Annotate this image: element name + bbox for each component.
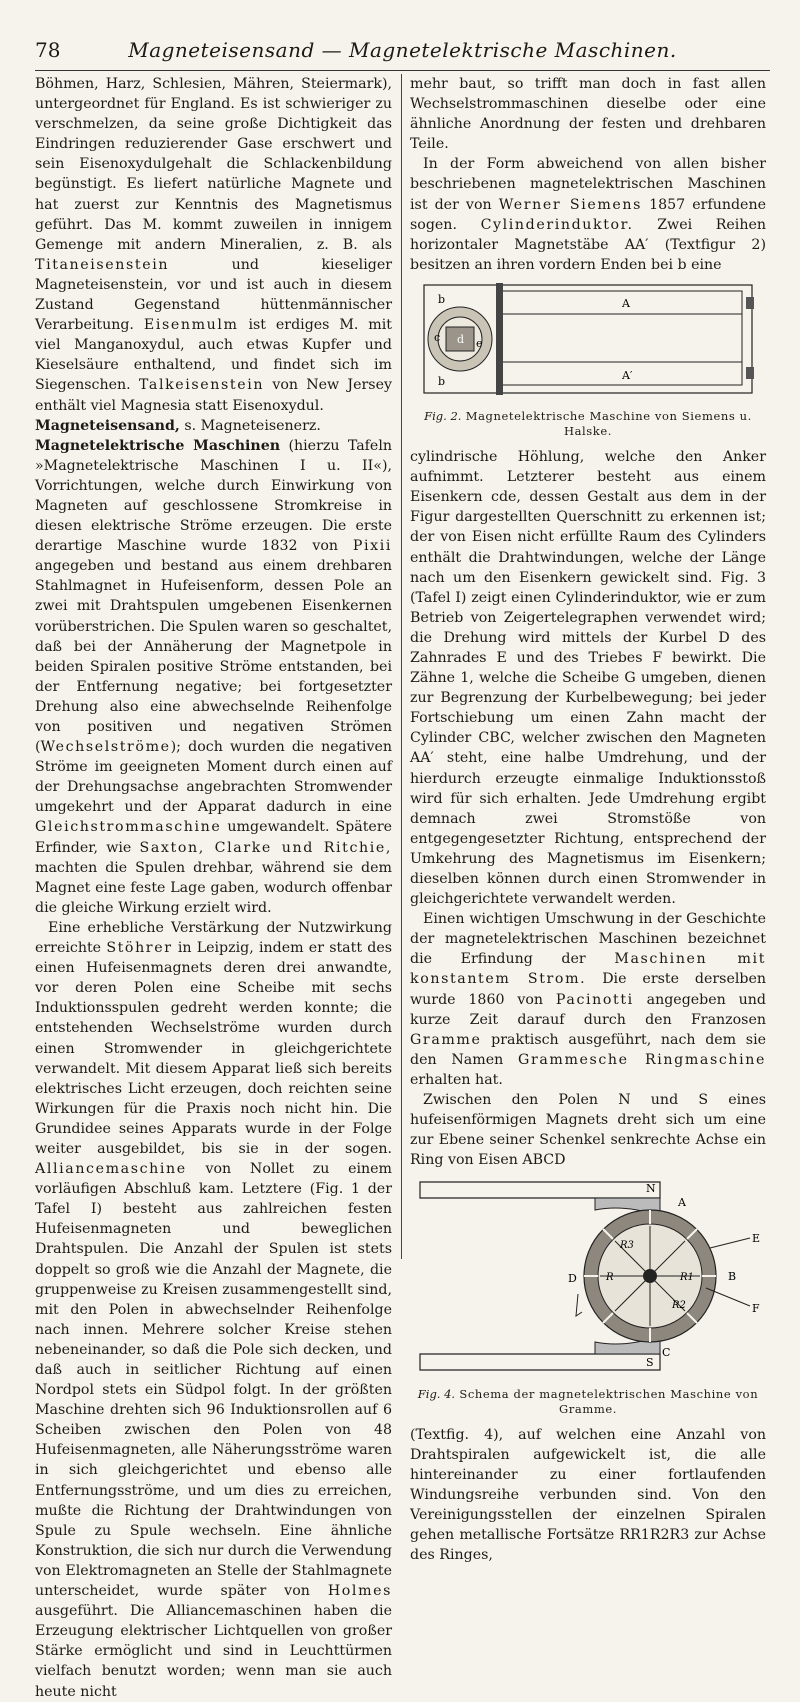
term: Eisenmulm xyxy=(143,317,239,334)
term: Wechselströme xyxy=(40,739,171,756)
paragraph: Eine erhebliche Verstärkung der Nutzwirkung erreichte Stöhrer in Leipzig, indem er statt des einen Hufeisenmagnets deren drei anwandte, vor deren Polen eine Scheibe mit sechs Induktionsspulen gedreht werden konnte; die entstehenden Wechselströme wurden durch einen Stromwender in gleichgerichtete verwandelt. Mit diesem Apparat ließ sich bereits elektrisches Licht erzeugen, doch reichten seine Wirkungen für die Praxis noch nicht hin. Die Grundidee seines Apparats wurde in der Folge weiter ausgebildet, bis sie in der sogen. Alliancemaschine von Nollet zu einem vorläufigen Abschluß kam. Letztere (Fig. 1 der Tafel I) besteht aus zahlreichen festen Hufeisenmagneten und beweglichen Drahtspulen. Die Anzahl der Spulen ist stets doppelt so groß wie die Anzahl der Magnete, die gruppenweise zu Kreisen zusammengestellt sind, mit den Polen in abwechselnder Reihenfolge nach innen. Mehrere solcher Kreise stehen nebeneinander, so daß die Pole sich decken, und daß auch in seitlicher Richtung auf einen Nordpol stets ein Südpol folgt. In der größten Maschine drehten sich 96 Induktionsrollen auf 6 Scheiben zwischen den Polen von 48 Hufeisenmagneten, alle Näherungsströme waren in sich gleichgerichtet und ebenso alle Entfernungsströme, und um dies zu erreichen, mußte die Richtung der Drahtwindungen von Spule zu Spule wechseln. Eine ähnliche Konstruktion, die sich nur durch die Verwendung von Elektromagneten an Stelle der Stahlmagnete unterscheidet, wurde später von Holmes ausgeführt. Die Alliancemaschinen haben die Erzeugung elektrischer Lichtquellen von großer Stärke ermöglicht und sind in Leuchttürmen vielfach benutzt worden; wenn man sie auch heute nicht xyxy=(35,919,393,1700)
figure-2-caption: Fig. 2. Magnetelektrische Maschine von Siemens u. Halske. xyxy=(424,409,752,439)
paragraph: mehr baut, so trifft man doch in fast allen Wechselstrommaschinen dieselbe oder eine ähnliche Anordnung der festen und drehbaren Teile. xyxy=(410,76,766,153)
fig2-label: e xyxy=(476,336,483,350)
term: Talkeisenstein xyxy=(138,377,265,394)
term: Grammesche Ringmaschine xyxy=(518,1051,766,1068)
term: Pacinotti xyxy=(555,991,634,1008)
paragraph: Zwischen den Polen N und S eines hufeisenförmigen Magnets dreht sich um eine zur Ebene seiner Schenkel senkrechte Achse ein Ring von Eisen ABCD xyxy=(410,1092,766,1169)
figure-2 xyxy=(410,281,766,405)
fig4-label: B xyxy=(728,1270,737,1284)
entry-magneteisensand xyxy=(35,416,392,436)
fig4-label: R3 xyxy=(620,1240,634,1252)
term: Titaneisenstein xyxy=(35,256,170,273)
term: Pixii xyxy=(352,538,392,555)
fig4-label: S xyxy=(646,1356,654,1370)
figure-4 xyxy=(410,1176,766,1382)
entry-heading: Magneteisensand, xyxy=(35,417,180,434)
siemens-machine-figure xyxy=(410,281,766,399)
paragraph: (Textfig. 4), auf welchen eine Anzahl von Drahtspiralen aufgewickelt ist, die alle hintereinander zu einer fortlaufenden Windungsreihe verbunden sind. Von den Vereinigungsstellen der einzelnen Spiralen gehen metallische Fortsätze RR1R2R3 zur Achse des Ringes, xyxy=(410,1426,766,1564)
column-divider xyxy=(401,74,402,1259)
term: Gramme xyxy=(410,1031,482,1048)
fig4-label: A xyxy=(678,1196,686,1210)
fig4-label: C xyxy=(662,1346,671,1360)
paragraph: cylindrische Höhlung, welche den Anker aufnimmt. Letzterer besteht aus einem Eisenkern cde, dessen Gestalt aus dem in der Figur dargestellten Querschnitt zu erkennen ist; der von Eisen nicht erfüllte Raum des Cylinders enthält die Drahtwindungen, welche der Länge nach um den Eisenkern gewickelt sind. Fig. 3 (Tafel I) zeigt einen Cylinderinduktor, wie er zum Betrieb von Zeigertelegraphen verwendet wird; die Drehung wird mittels der Kurbel D des Zahnrades E und des Triebes F bewirkt. Die Zähne 1, welche die Scheibe G umgeben, dienen zur Begrenzung der Kurbelbewegung; bei jeder Fortschiebung um einen Zahn macht der Cylinder CBC, welcher zwischen den Magneten AA′ steht, eine halbe Umdrehung, und der hierdurch erzeugte einmalige Induktionsstoß wird für sich erhalten. Jede Umdrehung ergibt demnach zwei Stromstöße von entgegengesetzter Richtung, entsprechend der Umkehrung des Magnetismus im Eisenkern; dieselben können durch einen Stromwender in gleichgerichtete verwandelt werden. xyxy=(410,449,766,908)
fig4-label: D xyxy=(568,1272,577,1286)
figure-4-caption: Fig. 4. Schema der magnetelektrischen Maschine von Gramme. xyxy=(417,1386,759,1416)
gramme-ring-figure xyxy=(410,1176,766,1376)
right-column xyxy=(410,74,766,1565)
left-column xyxy=(35,74,392,1702)
fig2-label: d xyxy=(457,332,465,346)
fig2-label: c xyxy=(434,330,441,344)
paragraph: In der Form abweichend von allen bisher beschriebenen magnetelektrischen Maschinen ist der von Werner Siemens 1857 erfundene sogen. Cylinderinduktor. Zwei Reihen horizontaler Magnetstäbe AA′ (Textfigur 2) besitzen an ihren vordern Enden bei b eine xyxy=(410,156,767,273)
term: Cylinderinduktor. xyxy=(480,216,634,233)
fig2-label: b xyxy=(438,292,446,306)
term: Saxton, Clarke und Ritchie, xyxy=(139,839,392,856)
term: Holmes xyxy=(327,1583,392,1600)
fig4-label: R2 xyxy=(672,1300,686,1312)
fig4-label: R1 xyxy=(680,1272,694,1284)
running-header xyxy=(35,36,770,71)
cross-reference: s. Magneteisenerz. xyxy=(184,417,321,434)
term: Stöhrer xyxy=(106,940,173,957)
paragraph: Einen wichtigen Umschwung in der Geschichte der magnetelektrischen Maschinen bezeichnet die Erfindung der Maschinen mit konstantem Strom. Die erste derselben wurde 1860 von Pacinotti angegeben und kurze Zeit darauf durch den Franzosen Gramme praktisch ausgeführt, nach dem sie den Namen Grammesche Ringmaschine erhalten hat. xyxy=(410,911,767,1088)
page-number: 78 xyxy=(35,38,61,62)
fig4-label: N xyxy=(646,1182,656,1196)
paragraph: Böhmen, Harz, Schlesien, Mähren, Steiermark), untergeordnet für England. Es ist schwieriger zu verschmelzen, da seine große Dichtigkeit das Eindringen reduzierender Gase erschwert und sein Eisenoxydulgehalt die Schlackenbildung begünstigt. Es liefert natürliche Magnete und hat zuerst zur Kenntnis des Magnetismus geführt. Das M. kommt zuweilen in innigem Gemenge mit andern Mineralien, z. B. als Titaneisenstein und kieseliger Magneteisenstein, vor und ist auch in diesem Zustand Gegenstand hüttenmännischer Verarbeitung. Eisenmulm ist erdiges M. mit viel Manganoxydul, auch etwas Kupfer und Kieselsäure enthaltend, und findet sich im Siegenschen. Talkeisenstein von New Jersey enthält viel Magnesia statt Eisenoxydul. xyxy=(35,76,392,414)
term: Alliancemaschine xyxy=(35,1161,187,1178)
term: Gleichstrommaschine xyxy=(35,819,222,836)
fig2-label: b xyxy=(438,374,446,388)
fig4-label: R xyxy=(606,1272,614,1284)
term: Maschinen mit konstantem Strom. xyxy=(410,951,766,988)
running-title: Magneteisensand — Magnetelektrische Maschinen. xyxy=(128,38,677,62)
fig2-label: A′ xyxy=(622,368,633,382)
fig2-label: A xyxy=(622,296,630,310)
term: Werner Siemens xyxy=(498,196,643,213)
fig4-label: E xyxy=(752,1232,761,1246)
entry-magnetelektrische-maschinen: Magnetelektrische Maschinen (hierzu Tafeln »Magnetelektrische Maschinen I u. II«), Vorrichtungen, welche durch Einwirkung von Magneten auf geschlossene Stromkreise in diesen elektrische Ströme erzeugen. Die erste derartige Maschine wurde 1832 von Pixii angegeben und bestand aus einem drehbaren Stahlmagnet in Hufeisenform, dessen Pole an zwei mit Drahtspulen umgebenen Eisenkernen vorüberstrichen. Die Spulen waren so geschaltet, daß bei der Annäherung der Magnetpole in beiden Spiralen positive Ströme entstanden, bei der Entfernung negative; bei fortgesetzter Drehung also eine abwechselnde Reihenfolge von positiven und negativen Strömen (Wechselströme); doch wurden die negativen Ströme im geeigneten Moment durch einen auf der Drehungsachse angebrachten Stromwender umgekehrt und der Apparat dadurch in eine Gleichstrommaschine umgewandelt. Spätere Erfinder, wie Saxton, Clarke und Ritchie, machten die Spulen drehbar, während sie dem Magnet eine feste Lage gaben, wodurch offenbar die gleiche Wirkung erzielt wird. xyxy=(35,437,392,916)
entry-heading: Magnetelektrische Maschinen xyxy=(35,437,281,454)
fig4-label: F xyxy=(752,1302,760,1316)
